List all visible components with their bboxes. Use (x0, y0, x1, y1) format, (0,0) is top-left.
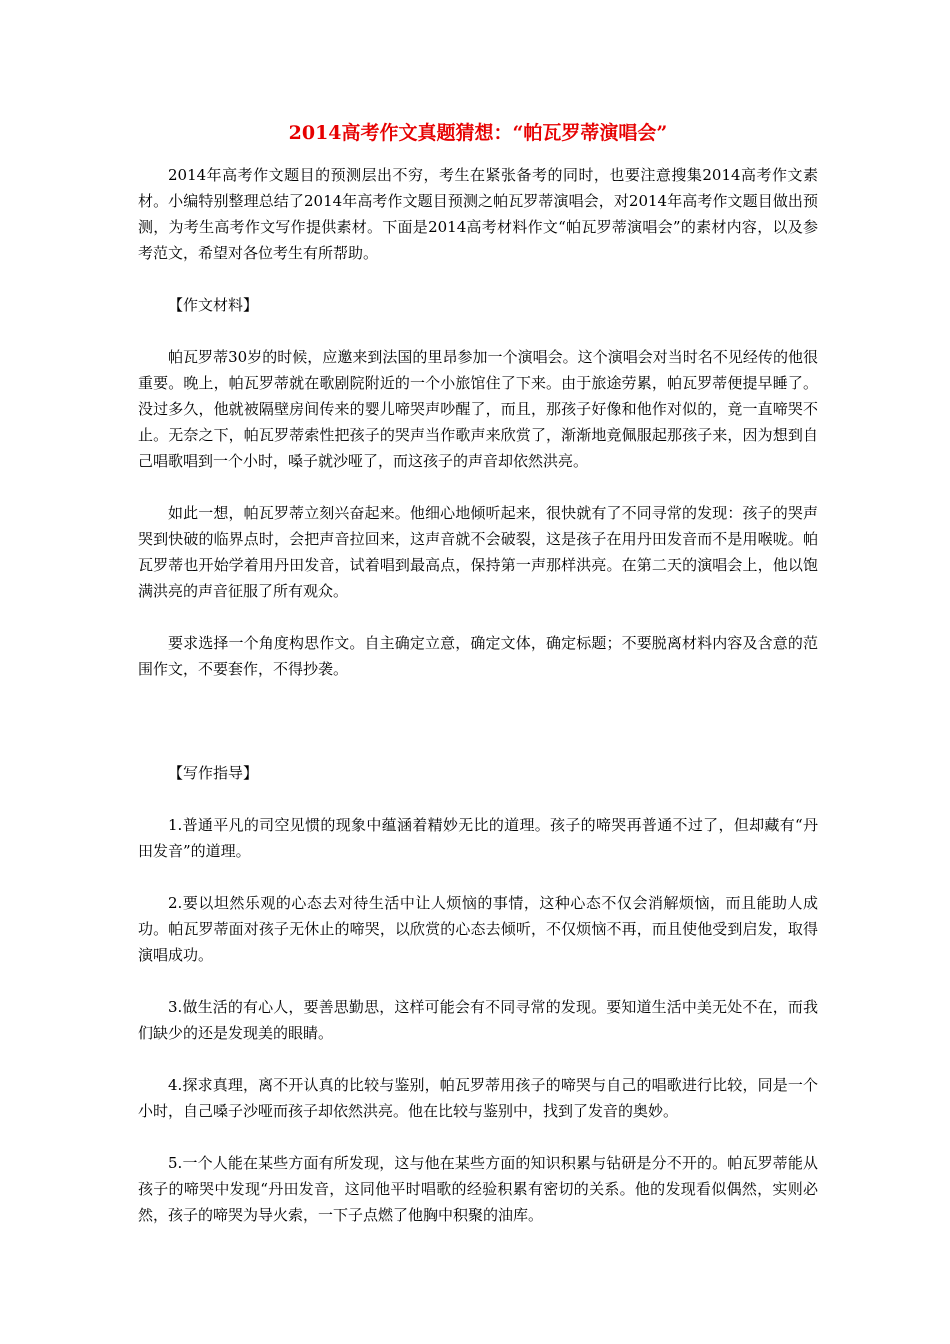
material-heading: 【作文材料】 (168, 296, 259, 314)
intro-paragraph: 2014年高考作文题目的预测层出不穷，考生在紧张备考的同时，也要注意搜集2014高考作文素材。小编特别整理总结了2014年高考作文题目预测之帕瓦罗蒂演唱会，对2014年高考作文题目做出预测，为考生高考作文写作提供素材。下面是2014高考材料作文“帕瓦罗蒂演唱会”的素材内容，以及参考范文，希望对各位考生有所帮助。 (138, 166, 818, 262)
guidance-item-5: 5.一个人能在某些方面有所发现，这与他在某些方面的知识积累与钻研是分不开的。帕瓦罗蒂能从孩子的啼哭中发现“丹田发音，这同他平时唱歌的经验积累有密切的关系。他的发现看似偶然，实则必然，孩子的啼哭为导火索，一下子点燃了他胸中积聚的油库。 (138, 1154, 818, 1224)
document-page (138, 118, 818, 1228)
guidance-item-4: 4.探求真理，离不开认真的比较与鉴别，帕瓦罗蒂用孩子的啼哭与自己的唱歌进行比较，同是一个小时，自己嗓子沙哑而孩子却依然洪亮。他在比较与鉴别中，找到了发音的奥妙。 (138, 1076, 818, 1120)
guidance-item-1: 1.普通平凡的司空见惯的现象中蕴涵着精妙无比的道理。孩子的啼哭再普通不过了，但却藏有“丹田发音”的道理。 (138, 816, 818, 860)
guidance-item-2: 2.要以坦然乐观的心态去对待生活中让人烦恼的事情，这种心态不仅会消解烦恼，而且能助人成功。帕瓦罗蒂面对孩子无休止的啼哭，以欣赏的心态去倾听，不仅烦恼不再，而且使他受到启发，取得演唱成功。 (138, 894, 818, 964)
guidance-heading: 【写作指导】 (168, 764, 259, 782)
material-requirement: 要求选择一个角度构思作文。自主确定立意，确定文体，确定标题；不要脱离材料内容及含意的范围作文，不要套作，不得抄袭。 (138, 634, 818, 678)
material-paragraph-1: 帕瓦罗蒂30岁的时候，应邀来到法国的里昂参加一个演唱会。这个演唱会对当时名不见经传的他很重要。晚上，帕瓦罗蒂就在歌剧院附近的一个小旅馆住了下来。由于旅途劳累，帕瓦罗蒂便提早睡了。没过多久，他就被隔壁房间传来的婴儿啼哭声吵醒了，而且，那孩子好像和他作对似的，竟一直啼哭不止。无奈之下，帕瓦罗蒂索性把孩子的哭声当作歌声来欣赏了，渐渐地竟佩服起那孩子来，因为想到自己唱歌唱到一个小时，嗓子就沙哑了，而这孩子的声音却依然洪亮。 (138, 348, 818, 470)
material-paragraph-2: 如此一想，帕瓦罗蒂立刻兴奋起来。他细心地倾听起来，很快就有了不同寻常的发现：孩子的哭声哭到快破的临界点时，会把声音拉回来，这声音就不会破裂，这是孩子在用丹田发音而不是用喉咙。帕瓦罗蒂也开始学着用丹田发音，试着唱到最高点，保持第一声那样洪亮。在第二天的演唱会上，他以饱满洪亮的声音征服了所有观众。 (138, 504, 818, 600)
article-title: 2014高考作文真题猜想：“帕瓦罗蒂演唱会” (288, 122, 668, 144)
guidance-item-3: 3.做生活的有心人，要善思勤思，这样可能会有不同寻常的发现。要知道生活中美无处不在，而我们缺少的还是发现美的眼睛。 (138, 998, 818, 1042)
